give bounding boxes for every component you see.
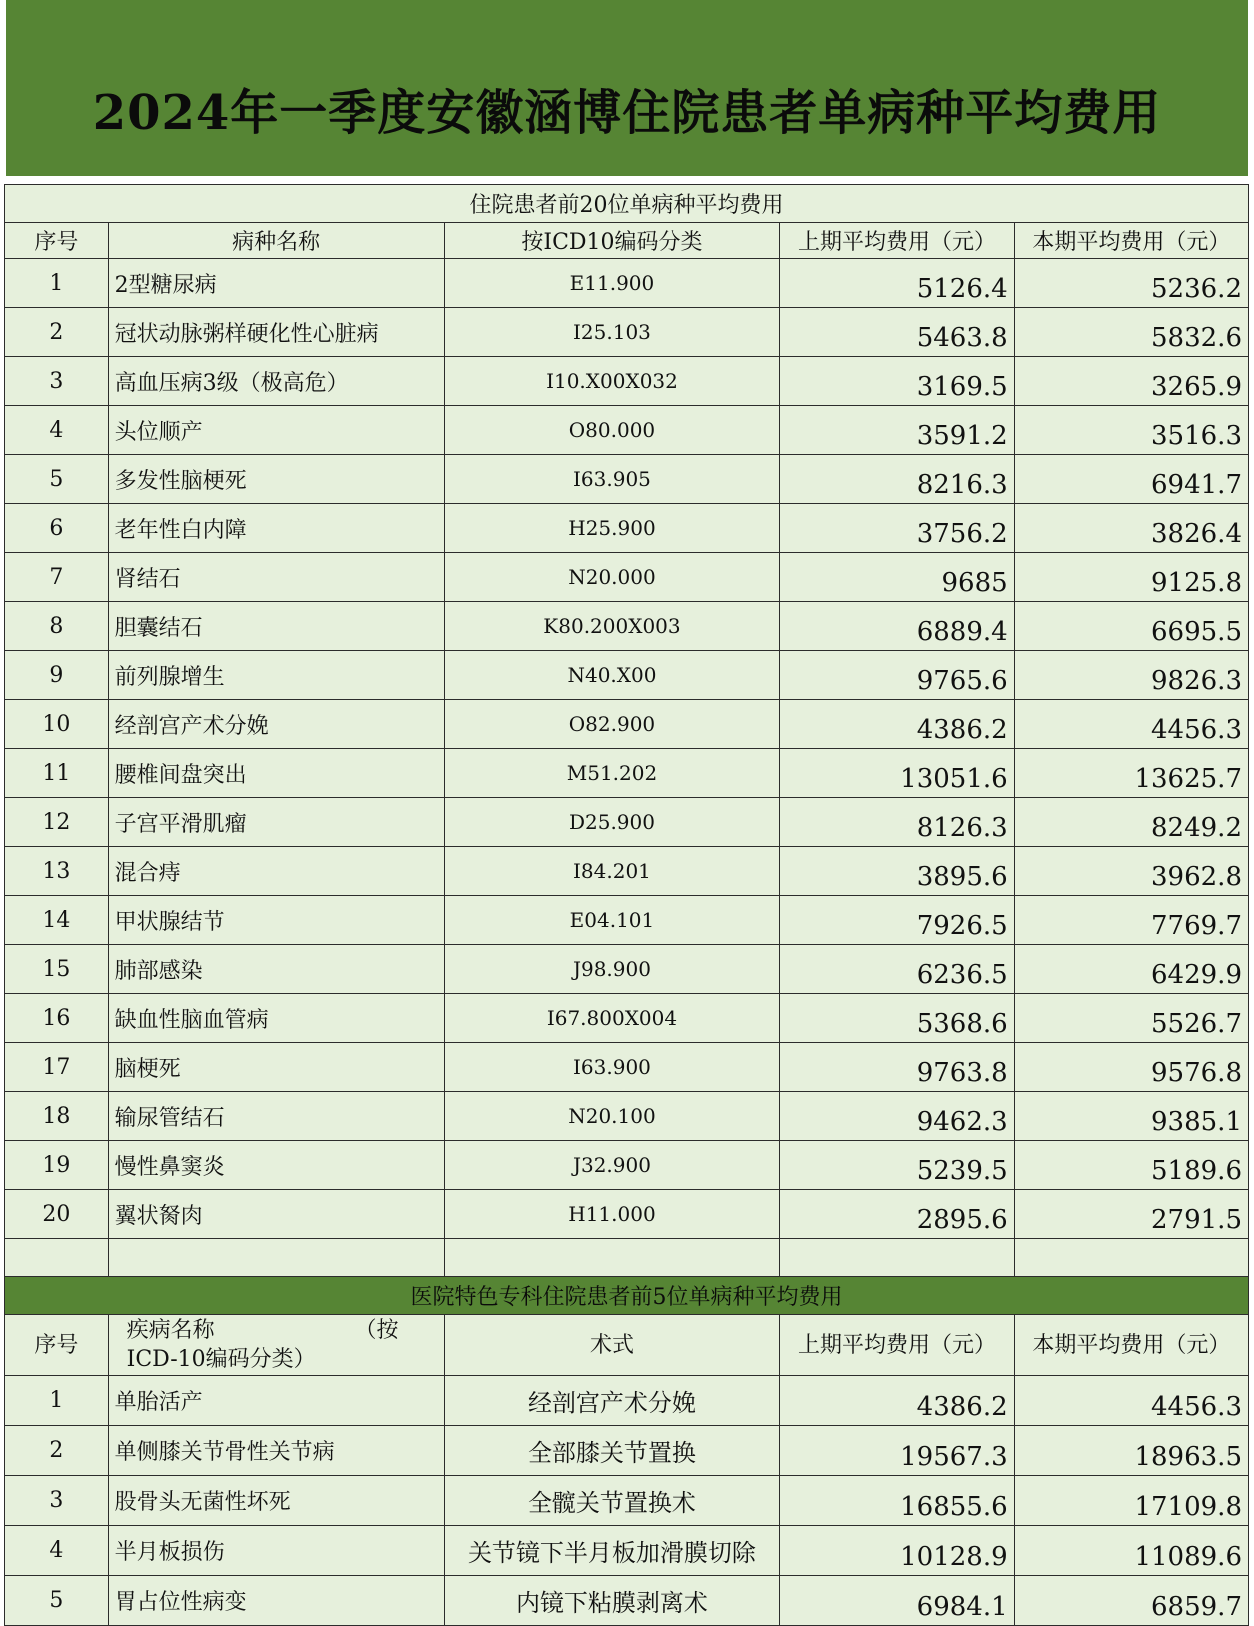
- curr-avg-fee: 3516.3: [1014, 406, 1248, 455]
- table-row: [5, 357, 1249, 406]
- curr-avg-fee: 5526.7: [1014, 994, 1248, 1043]
- disease-name: 股骨头无菌性坏死: [108, 1476, 444, 1526]
- row-index: 5: [5, 455, 109, 504]
- table-row: [5, 1092, 1249, 1141]
- prev-avg-fee: 2895.6: [780, 1190, 1014, 1239]
- header-procedure: 术式: [444, 1315, 780, 1376]
- row-index: 9: [5, 651, 109, 700]
- prev-avg-fee: 4386.2: [780, 1376, 1014, 1426]
- table-row: [5, 749, 1249, 798]
- curr-avg-fee: 6695.5: [1014, 602, 1248, 651]
- table-caption: 医院特色专科住院患者前5位单病种平均费用: [5, 1277, 1249, 1315]
- table-row: [5, 602, 1249, 651]
- row-index: 6: [5, 504, 109, 553]
- disease-name: 肺部感染: [108, 945, 444, 994]
- prev-avg-fee: 19567.3: [780, 1426, 1014, 1476]
- table-row: [5, 1526, 1249, 1576]
- row-index: 3: [5, 357, 109, 406]
- disease-name: 翼状胬肉: [108, 1190, 444, 1239]
- top20-fee-table: [4, 184, 1249, 1284]
- prev-avg-fee: 3169.5: [780, 357, 1014, 406]
- table-row: [5, 1190, 1249, 1239]
- icd10-code: N40.X00: [444, 651, 780, 700]
- procedure-name: 经剖宫产术分娩: [444, 1376, 780, 1426]
- row-index: 2: [5, 1426, 109, 1476]
- table-caption-row: [5, 185, 1249, 223]
- prev-avg-fee: 8216.3: [780, 455, 1014, 504]
- prev-avg-fee: 9763.8: [780, 1043, 1014, 1092]
- disease-name: 单侧膝关节骨性关节病: [108, 1426, 444, 1476]
- disease-name: 2型糖尿病: [108, 259, 444, 308]
- prev-avg-fee: 10128.9: [780, 1526, 1014, 1576]
- disease-name: 肾结石: [108, 553, 444, 602]
- disease-name: 前列腺增生: [108, 651, 444, 700]
- disease-name: 高血压病3级（极高危）: [108, 357, 444, 406]
- icd10-code: J98.900: [444, 945, 780, 994]
- page-title: 2024年一季度安徽涵博住院患者单病种平均费用: [92, 85, 1162, 141]
- row-index: 11: [5, 749, 109, 798]
- disease-name: 单胎活产: [108, 1376, 444, 1426]
- table-row: [5, 504, 1249, 553]
- icd10-code: H11.000: [444, 1190, 780, 1239]
- prev-avg-fee: 3756.2: [780, 504, 1014, 553]
- table-row: [5, 798, 1249, 847]
- prev-avg-fee: 6236.5: [780, 945, 1014, 994]
- table-row: [5, 896, 1249, 945]
- disease-name: 胃占位性病变: [108, 1576, 444, 1626]
- disease-name: 脑梗死: [108, 1043, 444, 1092]
- curr-avg-fee: 8249.2: [1014, 798, 1248, 847]
- procedure-name: 全部膝关节置换: [444, 1426, 780, 1476]
- table-row: [5, 945, 1249, 994]
- table-row: [5, 308, 1249, 357]
- prev-avg-fee: 9765.6: [780, 651, 1014, 700]
- icd10-code: I67.800X004: [444, 994, 780, 1043]
- table-row: [5, 1043, 1249, 1092]
- specialty-top5-fee-table: [4, 1276, 1249, 1626]
- row-index: 2: [5, 308, 109, 357]
- table-row: [5, 1426, 1249, 1476]
- curr-avg-fee: 6941.7: [1014, 455, 1248, 504]
- header-index: 序号: [5, 1315, 109, 1376]
- prev-avg-fee: 6889.4: [780, 602, 1014, 651]
- prev-avg-fee: 5126.4: [780, 259, 1014, 308]
- row-index: 12: [5, 798, 109, 847]
- prev-avg-fee: 5463.8: [780, 308, 1014, 357]
- header-disease-name: 疾病名称 （按ICD-10编码分类）: [108, 1315, 444, 1376]
- disease-name: 腰椎间盘突出: [108, 749, 444, 798]
- row-index: 19: [5, 1141, 109, 1190]
- row-index: 13: [5, 847, 109, 896]
- row-index: 18: [5, 1092, 109, 1141]
- curr-avg-fee: 11089.6: [1014, 1526, 1248, 1576]
- icd10-code: I10.X00X032: [444, 357, 780, 406]
- table-caption-row: [5, 1277, 1249, 1315]
- prev-avg-fee: 5368.6: [780, 994, 1014, 1043]
- disease-name: 胆囊结石: [108, 602, 444, 651]
- disease-name: 慢性鼻窦炎: [108, 1141, 444, 1190]
- prev-avg-fee: 16855.6: [780, 1476, 1014, 1526]
- prev-avg-fee: 3591.2: [780, 406, 1014, 455]
- curr-avg-fee: 9826.3: [1014, 651, 1248, 700]
- prev-avg-fee: 9462.3: [780, 1092, 1014, 1141]
- row-index: 8: [5, 602, 109, 651]
- procedure-name: 全髋关节置换术: [444, 1476, 780, 1526]
- procedure-name: 关节镜下半月板加滑膜切除: [444, 1526, 780, 1576]
- curr-avg-fee: 18963.5: [1014, 1426, 1248, 1476]
- curr-avg-fee: 4456.3: [1014, 1376, 1248, 1426]
- curr-avg-fee: 3265.9: [1014, 357, 1248, 406]
- icd10-code: N20.100: [444, 1092, 780, 1141]
- icd10-code: I63.905: [444, 455, 780, 504]
- curr-avg-fee: 3962.8: [1014, 847, 1248, 896]
- title-banner: [6, 0, 1248, 176]
- row-index: 10: [5, 700, 109, 749]
- header-index: 序号: [5, 223, 109, 259]
- curr-avg-fee: 5236.2: [1014, 259, 1248, 308]
- table-row: [5, 259, 1249, 308]
- row-index: 5: [5, 1576, 109, 1626]
- icd10-code: O82.900: [444, 700, 780, 749]
- row-index: 7: [5, 553, 109, 602]
- row-index: 20: [5, 1190, 109, 1239]
- disease-name: 老年性白内障: [108, 504, 444, 553]
- curr-avg-fee: 9125.8: [1014, 553, 1248, 602]
- table-row: [5, 994, 1249, 1043]
- curr-avg-fee: 9576.8: [1014, 1043, 1248, 1092]
- prev-avg-fee: 4386.2: [780, 700, 1014, 749]
- row-index: 1: [5, 259, 109, 308]
- icd10-code: D25.900: [444, 798, 780, 847]
- row-index: 17: [5, 1043, 109, 1092]
- disease-name: 甲状腺结节: [108, 896, 444, 945]
- disease-name: 头位顺产: [108, 406, 444, 455]
- icd10-code: J32.900: [444, 1141, 780, 1190]
- prev-avg-fee: 9685: [780, 553, 1014, 602]
- curr-avg-fee: 5832.6: [1014, 308, 1248, 357]
- curr-avg-fee: 2791.5: [1014, 1190, 1248, 1239]
- curr-avg-fee: 6859.7: [1014, 1576, 1248, 1626]
- curr-avg-fee: 17109.8: [1014, 1476, 1248, 1526]
- curr-avg-fee: 6429.9: [1014, 945, 1248, 994]
- table-row: [5, 1141, 1249, 1190]
- row-index: 4: [5, 406, 109, 455]
- header-disease-name: 病种名称: [108, 223, 444, 259]
- table-row: [5, 1576, 1249, 1626]
- disease-name: 输尿管结石: [108, 1092, 444, 1141]
- header-prev-avg-fee: 上期平均费用（元）: [780, 223, 1014, 259]
- table-row: [5, 847, 1249, 896]
- table-row: [5, 455, 1249, 504]
- icd10-code: N20.000: [444, 553, 780, 602]
- prev-avg-fee: 7926.5: [780, 896, 1014, 945]
- prev-avg-fee: 8126.3: [780, 798, 1014, 847]
- curr-avg-fee: 13625.7: [1014, 749, 1248, 798]
- table-row: [5, 406, 1249, 455]
- disease-name: 冠状动脉粥样硬化性心脏病: [108, 308, 444, 357]
- table-row: [5, 1376, 1249, 1426]
- icd10-code: H25.900: [444, 504, 780, 553]
- header-icd10-code: 按ICD10编码分类: [444, 223, 780, 259]
- header-row: [5, 223, 1249, 259]
- icd10-code: I25.103: [444, 308, 780, 357]
- table-row: [5, 1476, 1249, 1526]
- table-row: [5, 651, 1249, 700]
- prev-avg-fee: 5239.5: [780, 1141, 1014, 1190]
- curr-avg-fee: 5189.6: [1014, 1141, 1248, 1190]
- prev-avg-fee: 6984.1: [780, 1576, 1014, 1626]
- disease-name: 经剖宫产术分娩: [108, 700, 444, 749]
- table-caption: 住院患者前20位单病种平均费用: [5, 185, 1249, 223]
- icd10-code: O80.000: [444, 406, 780, 455]
- prev-avg-fee: 3895.6: [780, 847, 1014, 896]
- curr-avg-fee: 4456.3: [1014, 700, 1248, 749]
- curr-avg-fee: 7769.7: [1014, 896, 1248, 945]
- disease-name: 半月板损伤: [108, 1526, 444, 1576]
- procedure-name: 内镜下粘膜剥离术: [444, 1576, 780, 1626]
- table-row: [5, 553, 1249, 602]
- row-index: 16: [5, 994, 109, 1043]
- curr-avg-fee: 3826.4: [1014, 504, 1248, 553]
- icd10-code: E11.900: [444, 259, 780, 308]
- curr-avg-fee: 9385.1: [1014, 1092, 1248, 1141]
- disease-name: 子宫平滑肌瘤: [108, 798, 444, 847]
- header-row: [5, 1315, 1249, 1376]
- icd10-code: K80.200X003: [444, 602, 780, 651]
- disease-name: 缺血性脑血管病: [108, 994, 444, 1043]
- row-index: 3: [5, 1476, 109, 1526]
- row-index: 14: [5, 896, 109, 945]
- icd10-code: I84.201: [444, 847, 780, 896]
- header-curr-avg-fee: 本期平均费用（元）: [1014, 223, 1248, 259]
- row-index: 15: [5, 945, 109, 994]
- disease-name: 多发性脑梗死: [108, 455, 444, 504]
- row-index: 4: [5, 1526, 109, 1576]
- row-index: 1: [5, 1376, 109, 1426]
- header-prev-avg-fee: 上期平均费用（元）: [780, 1315, 1014, 1376]
- header-curr-avg-fee: 本期平均费用（元）: [1014, 1315, 1248, 1376]
- icd10-code: M51.202: [444, 749, 780, 798]
- table-row: [5, 700, 1249, 749]
- disease-name: 混合痔: [108, 847, 444, 896]
- prev-avg-fee: 13051.6: [780, 749, 1014, 798]
- icd10-code: E04.101: [444, 896, 780, 945]
- icd10-code: I63.900: [444, 1043, 780, 1092]
